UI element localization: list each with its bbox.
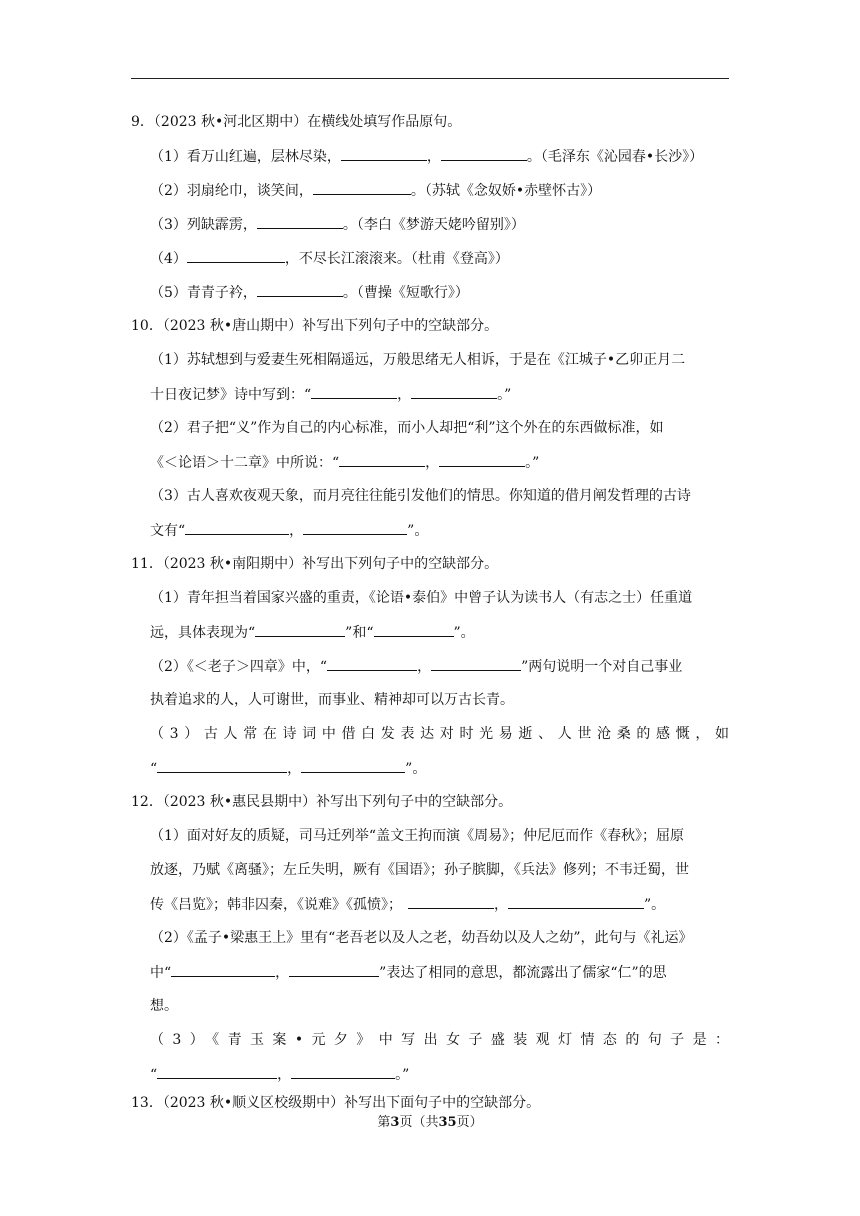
answer-blank[interactable] <box>311 384 397 399</box>
question-9-item-2: （2）羽扇纶巾，谈笑间， 。（苏轼《念奴娇•赤壁怀古》） <box>150 180 601 201</box>
question-12-sub-2-line-1: （2）《孟子•梁惠王上》里有“老吾老以及人之老，幼吾幼以及人之幼”，此句与《礼运》 <box>150 930 693 946</box>
question-9-stem: 9．（2023 秋•河北区期中）在横线处填写作品原句。 <box>131 114 462 130</box>
answer-blank[interactable] <box>291 1064 395 1079</box>
question-9-item-1: （1）看万山红遍，层林尽染， ， 。（毛泽东《沁园春•长沙》） <box>150 146 703 167</box>
answer-blank[interactable] <box>257 214 343 229</box>
answer-blank[interactable] <box>303 520 407 535</box>
question-12-sub-1-line-3: 传《吕览》；韩非囚秦，《说难》《孤愤》； ， ”。 <box>150 894 665 915</box>
question-12-sub-1-line-1: （1）面对好友的质疑，司马迁列举“盖文王拘而演《周易》；仲尼厄而作《春秋》；屈原 <box>150 828 685 844</box>
question-12-sub-1-line-2: 放逐，乃赋《离骚》；左丘失明，厥有《国语》；孙子膑脚，《兵法》修列；不韦迁蜀，世 <box>150 862 689 878</box>
question-10-stem: 10．（2023 秋•唐山期中）补写出下列句子中的空缺部分。 <box>131 318 499 334</box>
answer-blank[interactable] <box>408 894 494 909</box>
answer-blank[interactable] <box>187 248 285 263</box>
answer-blank[interactable] <box>431 656 521 671</box>
question-10-sub-2-line-2: 《＜论语＞十二章》中所说：“ ， 。” <box>150 452 539 473</box>
question-11-sub-1-line-2: 远，具体表现为“ ”和“ ”。 <box>150 622 475 643</box>
question-10-sub-2-line-1: （2）君子把“义”作为自己的内心标准，而小人却把“利”这个外在的东西做标准，如 <box>150 420 664 436</box>
question-12-sub-2-line-3: 想。 <box>150 998 178 1014</box>
answer-blank[interactable] <box>157 1064 277 1079</box>
answer-blank[interactable] <box>301 758 405 773</box>
answer-blank[interactable] <box>289 962 379 977</box>
question-11-sub-2-line-1: （2）《＜老子＞四章》中，“ ， ”两句说明一个对自己事业 <box>150 656 682 677</box>
answer-blank[interactable] <box>327 656 417 671</box>
header-rule <box>131 78 729 79</box>
answer-blank[interactable] <box>339 452 425 467</box>
answer-blank[interactable] <box>185 520 289 535</box>
total-pages: 35 <box>438 1115 457 1130</box>
answer-blank[interactable] <box>508 894 644 909</box>
question-11-sub-3-line-1: （3）古人常在诗词中借白发表达对时光易逝、人世沧桑的感慨，如 <box>150 726 729 742</box>
answer-blank[interactable] <box>374 622 454 637</box>
question-12-sub-2-line-2: 中“ ， ”表达了相同的意思，都流露出了儒家“仁”的思 <box>150 962 667 983</box>
question-9-item-4: （4） ，不尽长江滚滚来。（杜甫《登高》） <box>150 248 509 269</box>
question-10-sub-3-line-1: （3）古人喜欢夜观天象，而月亮往往能引发他们的情思。你知道的借月阐发哲理的古诗 <box>150 488 691 504</box>
answer-blank[interactable] <box>171 962 275 977</box>
answer-blank[interactable] <box>255 622 345 637</box>
question-12-sub-3-line-2: “ ， 。” <box>150 1064 409 1085</box>
question-11-sub-3-line-2: “ ， ”。 <box>150 758 426 779</box>
question-11-stem: 11．（2023 秋•南阳期中）补写出下列句子中的空缺部分。 <box>131 556 499 572</box>
question-10-sub-3-line-2: 文有“ ， ”。 <box>150 520 428 541</box>
answer-blank[interactable] <box>257 282 343 297</box>
question-9-item-3: （3）列缺霹雳， 。（李白《梦游天姥吟留别》） <box>150 214 525 235</box>
question-10-sub-1-line-2: 十日夜记梦》诗中写到：“ ， 。” <box>150 384 511 405</box>
question-9-item-5: （5）青青子衿， 。（曹操《短歌行》） <box>150 282 469 303</box>
page-number: 3 <box>390 1115 400 1130</box>
question-10-sub-1-line-1: （1）苏轼想到与爱妻生死相隔遥远，万般思绪无人相诉，于是在《江城子•乙卯正月二 <box>150 352 686 368</box>
question-12-stem: 12．（2023 秋•惠民县期中）补写出下列句子中的空缺部分。 <box>131 794 513 810</box>
answer-blank[interactable] <box>439 452 525 467</box>
question-12-sub-3-line-1: （3）《青玉案•元夕》中写出女子盛装观灯情态的句子是： <box>150 1032 729 1048</box>
question-11-sub-2-line-2: 执着追求的人，人可谢世，而事业、精神却可以万古长青。 <box>150 692 514 708</box>
answer-blank[interactable] <box>341 146 427 161</box>
question-13-stem: 13．（2023 秋•顺义区校级期中）补写出下面句子中的空缺部分。 <box>131 1095 541 1111</box>
answer-blank[interactable] <box>441 146 527 161</box>
answer-blank[interactable] <box>411 384 497 399</box>
question-11-sub-1-line-1: （1）青年担当着国家兴盛的重责，《论语•泰伯》中曾子认为读书人（有志之士）任重道 <box>150 590 693 606</box>
answer-blank[interactable] <box>157 758 287 773</box>
answer-blank[interactable] <box>313 180 411 195</box>
page-footer: 第3页（共35页） <box>377 1115 483 1130</box>
